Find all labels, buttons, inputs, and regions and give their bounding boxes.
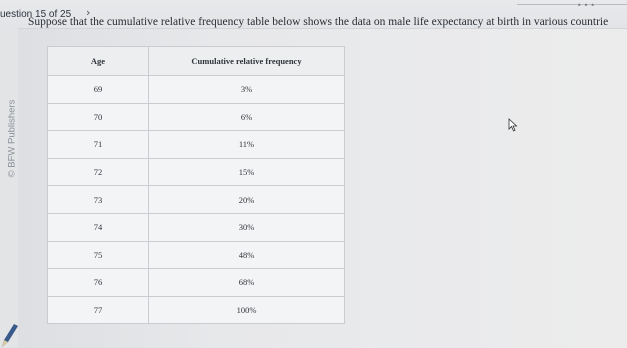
frequency-cell: 3%	[149, 76, 345, 104]
age-cell: 69	[48, 76, 149, 104]
table-header-row	[48, 47, 345, 76]
table-row	[48, 103, 345, 131]
question-text: Suppose that the cumulative relative frequency table below shows the data on male life expectancy at birth in various countrie	[28, 16, 609, 28]
frequency-cell: 100%	[149, 296, 345, 324]
table-row	[48, 76, 345, 104]
age-cell: 74	[48, 213, 149, 241]
age-cell: 75	[48, 241, 149, 269]
table-row	[48, 296, 345, 324]
frequency-cell: 11%	[149, 131, 345, 159]
top-divider	[517, 4, 627, 5]
copyright-text: © BFW Publishers	[6, 99, 18, 178]
age-cell: 70	[48, 103, 149, 131]
column-header-cumulative: Cumulative relative frequency	[149, 47, 345, 76]
table-row	[48, 131, 345, 159]
age-cell: 77	[48, 296, 149, 324]
left-strip	[0, 28, 18, 348]
mouse-pointer-icon	[508, 118, 518, 132]
question-counter: uestion 15 of 25	[0, 9, 72, 20]
frequency-cell: 6%	[149, 103, 345, 131]
column-header-age: Age	[48, 47, 149, 76]
frequency-cell: 68%	[149, 269, 345, 297]
age-cell: 72	[48, 158, 149, 186]
table-row	[48, 241, 345, 269]
table-row	[48, 213, 345, 241]
pencil-icon[interactable]	[0, 322, 20, 348]
age-cell: 76	[48, 269, 149, 297]
frequency-table	[47, 46, 345, 324]
frequency-cell: 30%	[149, 213, 345, 241]
frequency-cell: 15%	[149, 158, 345, 186]
table-row	[48, 186, 345, 214]
age-cell: 73	[48, 186, 149, 214]
table-row	[48, 158, 345, 186]
more-dots-icon[interactable]: •••	[576, 1, 597, 10]
frequency-cell: 48%	[149, 241, 345, 269]
chevron-right-icon[interactable]: ›	[86, 6, 91, 19]
frequency-cell: 20%	[149, 186, 345, 214]
table-row	[48, 269, 345, 297]
age-cell: 71	[48, 131, 149, 159]
